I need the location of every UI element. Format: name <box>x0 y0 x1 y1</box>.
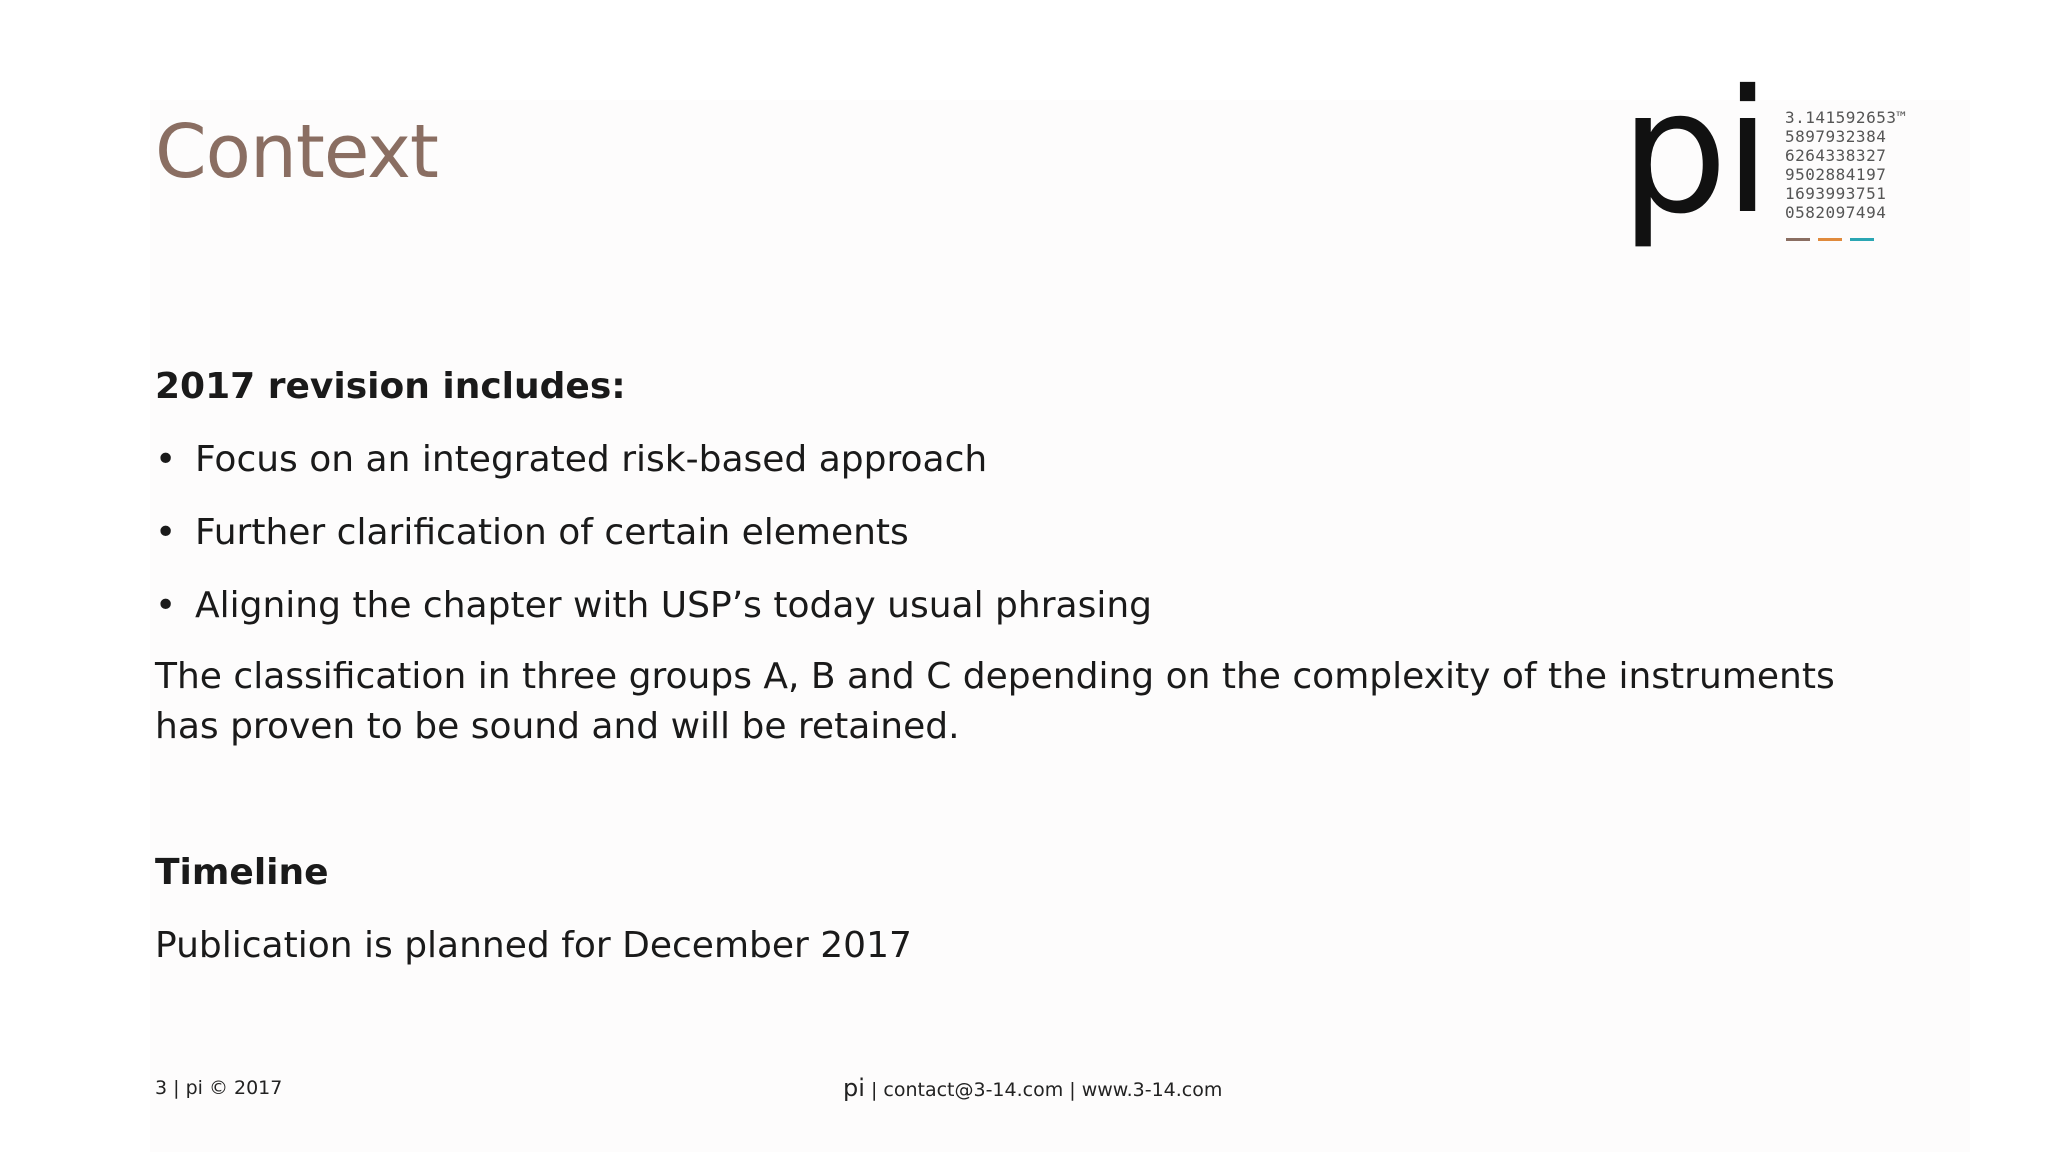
logo-color-bars <box>1786 226 1882 245</box>
bullet-item <box>155 508 909 558</box>
pi-logo <box>1620 54 1930 252</box>
footer-contact <box>843 1074 1222 1102</box>
logo-bar-brown <box>1786 238 1810 241</box>
bullet-dot: • <box>155 439 177 480</box>
bullet-dot: • <box>155 585 177 626</box>
timeline-text: Publication is planned for December 2017 <box>155 925 912 966</box>
footer-contact-text: | contact@3-14.com | www.3-14.com <box>864 1079 1223 1101</box>
logo-digit-line: 5897932384 <box>1785 127 1887 146</box>
bullet-text: Further clarification of certain elements <box>195 512 909 553</box>
logo-digit-line: 9502884197 <box>1785 165 1887 184</box>
logo-digit-line: 0582097494 <box>1785 203 1887 222</box>
section-heading-timeline: Timeline <box>155 852 329 893</box>
logo-digit-line: 3.141592653™ <box>1785 108 1907 127</box>
bullet-text: Focus on an integrated risk-based approach <box>195 439 988 480</box>
slide-title: Context <box>155 109 438 195</box>
bullet-text: Aligning the chapter with USP’s today usual phrasing <box>195 585 1152 626</box>
logo-digit-line: 1693993751 <box>1785 184 1887 203</box>
footer-page-info: 3 | pi © 2017 <box>155 1077 283 1099</box>
logo-digits <box>1785 108 1935 222</box>
logo-pi-mark: pi <box>1620 54 1768 252</box>
logo-digit-line: 6264338327 <box>1785 146 1887 165</box>
bullet-item <box>155 435 987 485</box>
logo-bar-orange <box>1818 238 1842 241</box>
footer-pi-mark: pi <box>843 1074 865 1102</box>
logo-bar-teal <box>1850 238 1874 241</box>
classification-paragraph: The classification in three groups A, B and C depending on the complexity of the instruments has proven to be sound and will be retained. <box>155 656 1835 747</box>
bullet-item <box>155 581 1152 631</box>
section-heading-revision: 2017 revision includes: <box>155 366 626 407</box>
bullet-dot: • <box>155 512 177 553</box>
